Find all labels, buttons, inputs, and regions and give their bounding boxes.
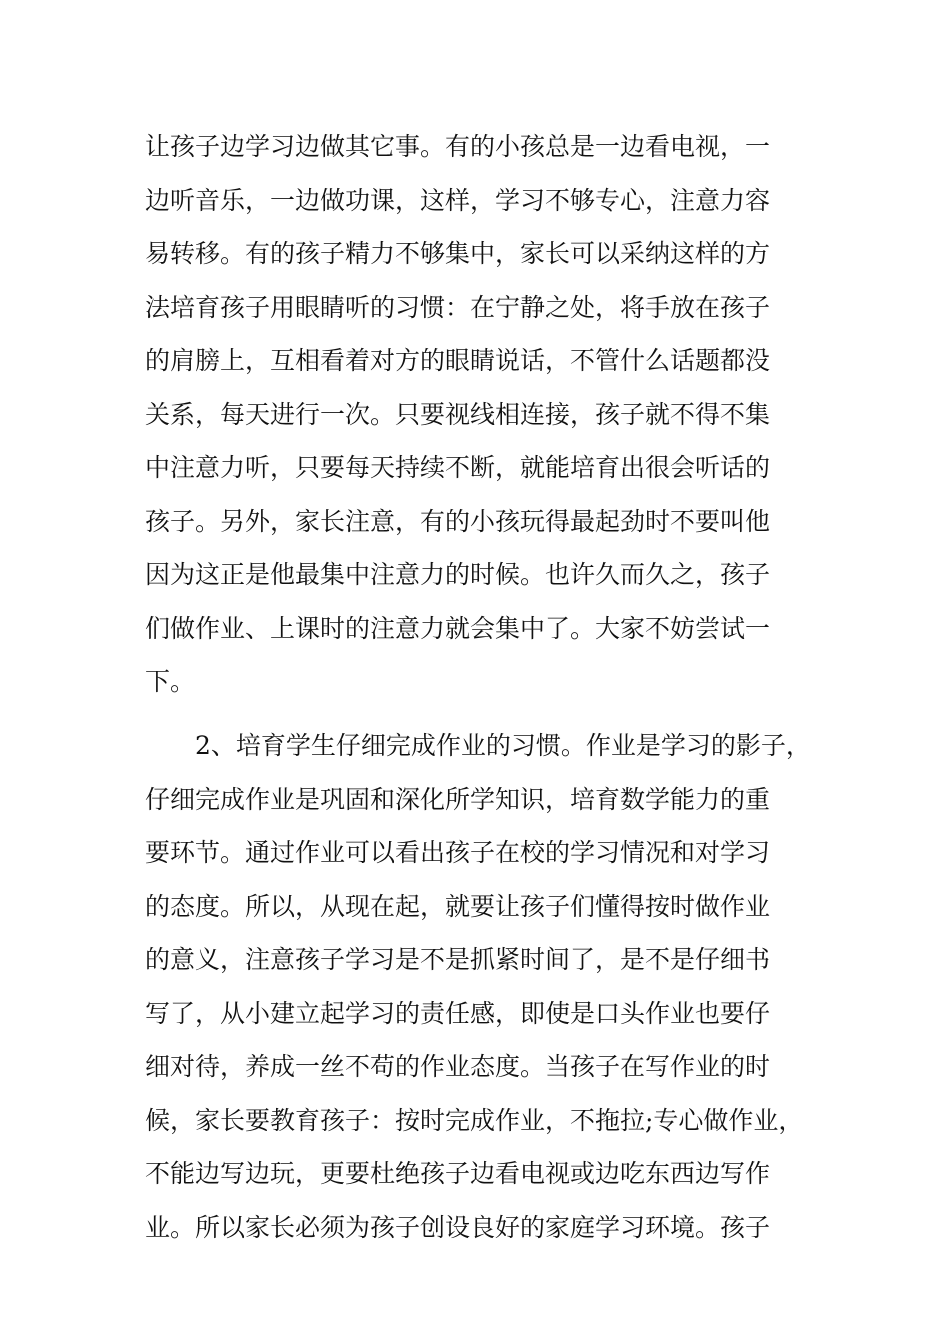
text-line: 边听音乐，一边做功课，这样，学习不够专心，注意力容: [145, 185, 771, 215]
text-line: 候，家长要教育孩子：按时完成作业，不拖拉;专心做作业，: [145, 1105, 804, 1135]
text-line: 业。所以家长必须为孩子创设良好的家庭学习环境。孩子: [145, 1212, 771, 1242]
text-line-indented: 2、培育学生仔细完成作业的习惯。作业是学习的影子，: [195, 731, 811, 760]
text-line: 易转移。有的孩子精力不够集中，家长可以采纳这样的方: [145, 239, 771, 268]
text-line: 因为这正是他最集中注意力的时候。也许久而久之，孩子: [145, 560, 771, 589]
text-line: 的肩膀上，互相看着对方的眼睛说话，不管什么话题都没: [145, 346, 771, 375]
text-line: 要环节。通过作业可以看出孩子在校的学习情况和对学习: [145, 838, 771, 867]
text-line: 的态度。所以，从现在起，就要让孩子们懂得按时做作业: [145, 891, 771, 921]
text-line: 们做作业、上课时的注意力就会集中了。大家不妨尝试一: [145, 613, 771, 643]
paragraph-1: [145, 120, 825, 709]
text-line: 让孩子边学习边做其它事。有的小孩总是一边看电视，一: [145, 132, 771, 161]
text-line: 仔细完成作业是巩固和深化所学知识，培育数学能力的重: [145, 784, 771, 814]
text-line: 中注意力听，只要每天持续不断，就能培育出很会听话的: [145, 453, 771, 482]
text-line: 法培育孩子用眼睛听的习惯：在宁静之处，将手放在孩子: [145, 292, 771, 322]
text-line: 关系，每天进行一次。只要视线相连接，孩子就不得不集: [145, 399, 771, 429]
text-line: 的意义，注意孩子学习是不是抓紧时间了，是不是仔细书: [145, 945, 771, 974]
text-line: 下。: [145, 667, 196, 696]
text-line: 写了，从小建立起学习的责任感，即使是口头作业也要仔: [145, 998, 771, 1028]
text-line: 孩子。另外，家长注意，有的小孩玩得最起劲时不要叫他: [145, 506, 771, 536]
text-line: 不能边写边玩，更要杜绝孩子边看电视或边吃东西边写作: [145, 1159, 771, 1188]
paragraph-2: [145, 719, 825, 1254]
text-line: 细对待，养成一丝不苟的作业态度。当孩子在写作业的时: [145, 1052, 771, 1081]
